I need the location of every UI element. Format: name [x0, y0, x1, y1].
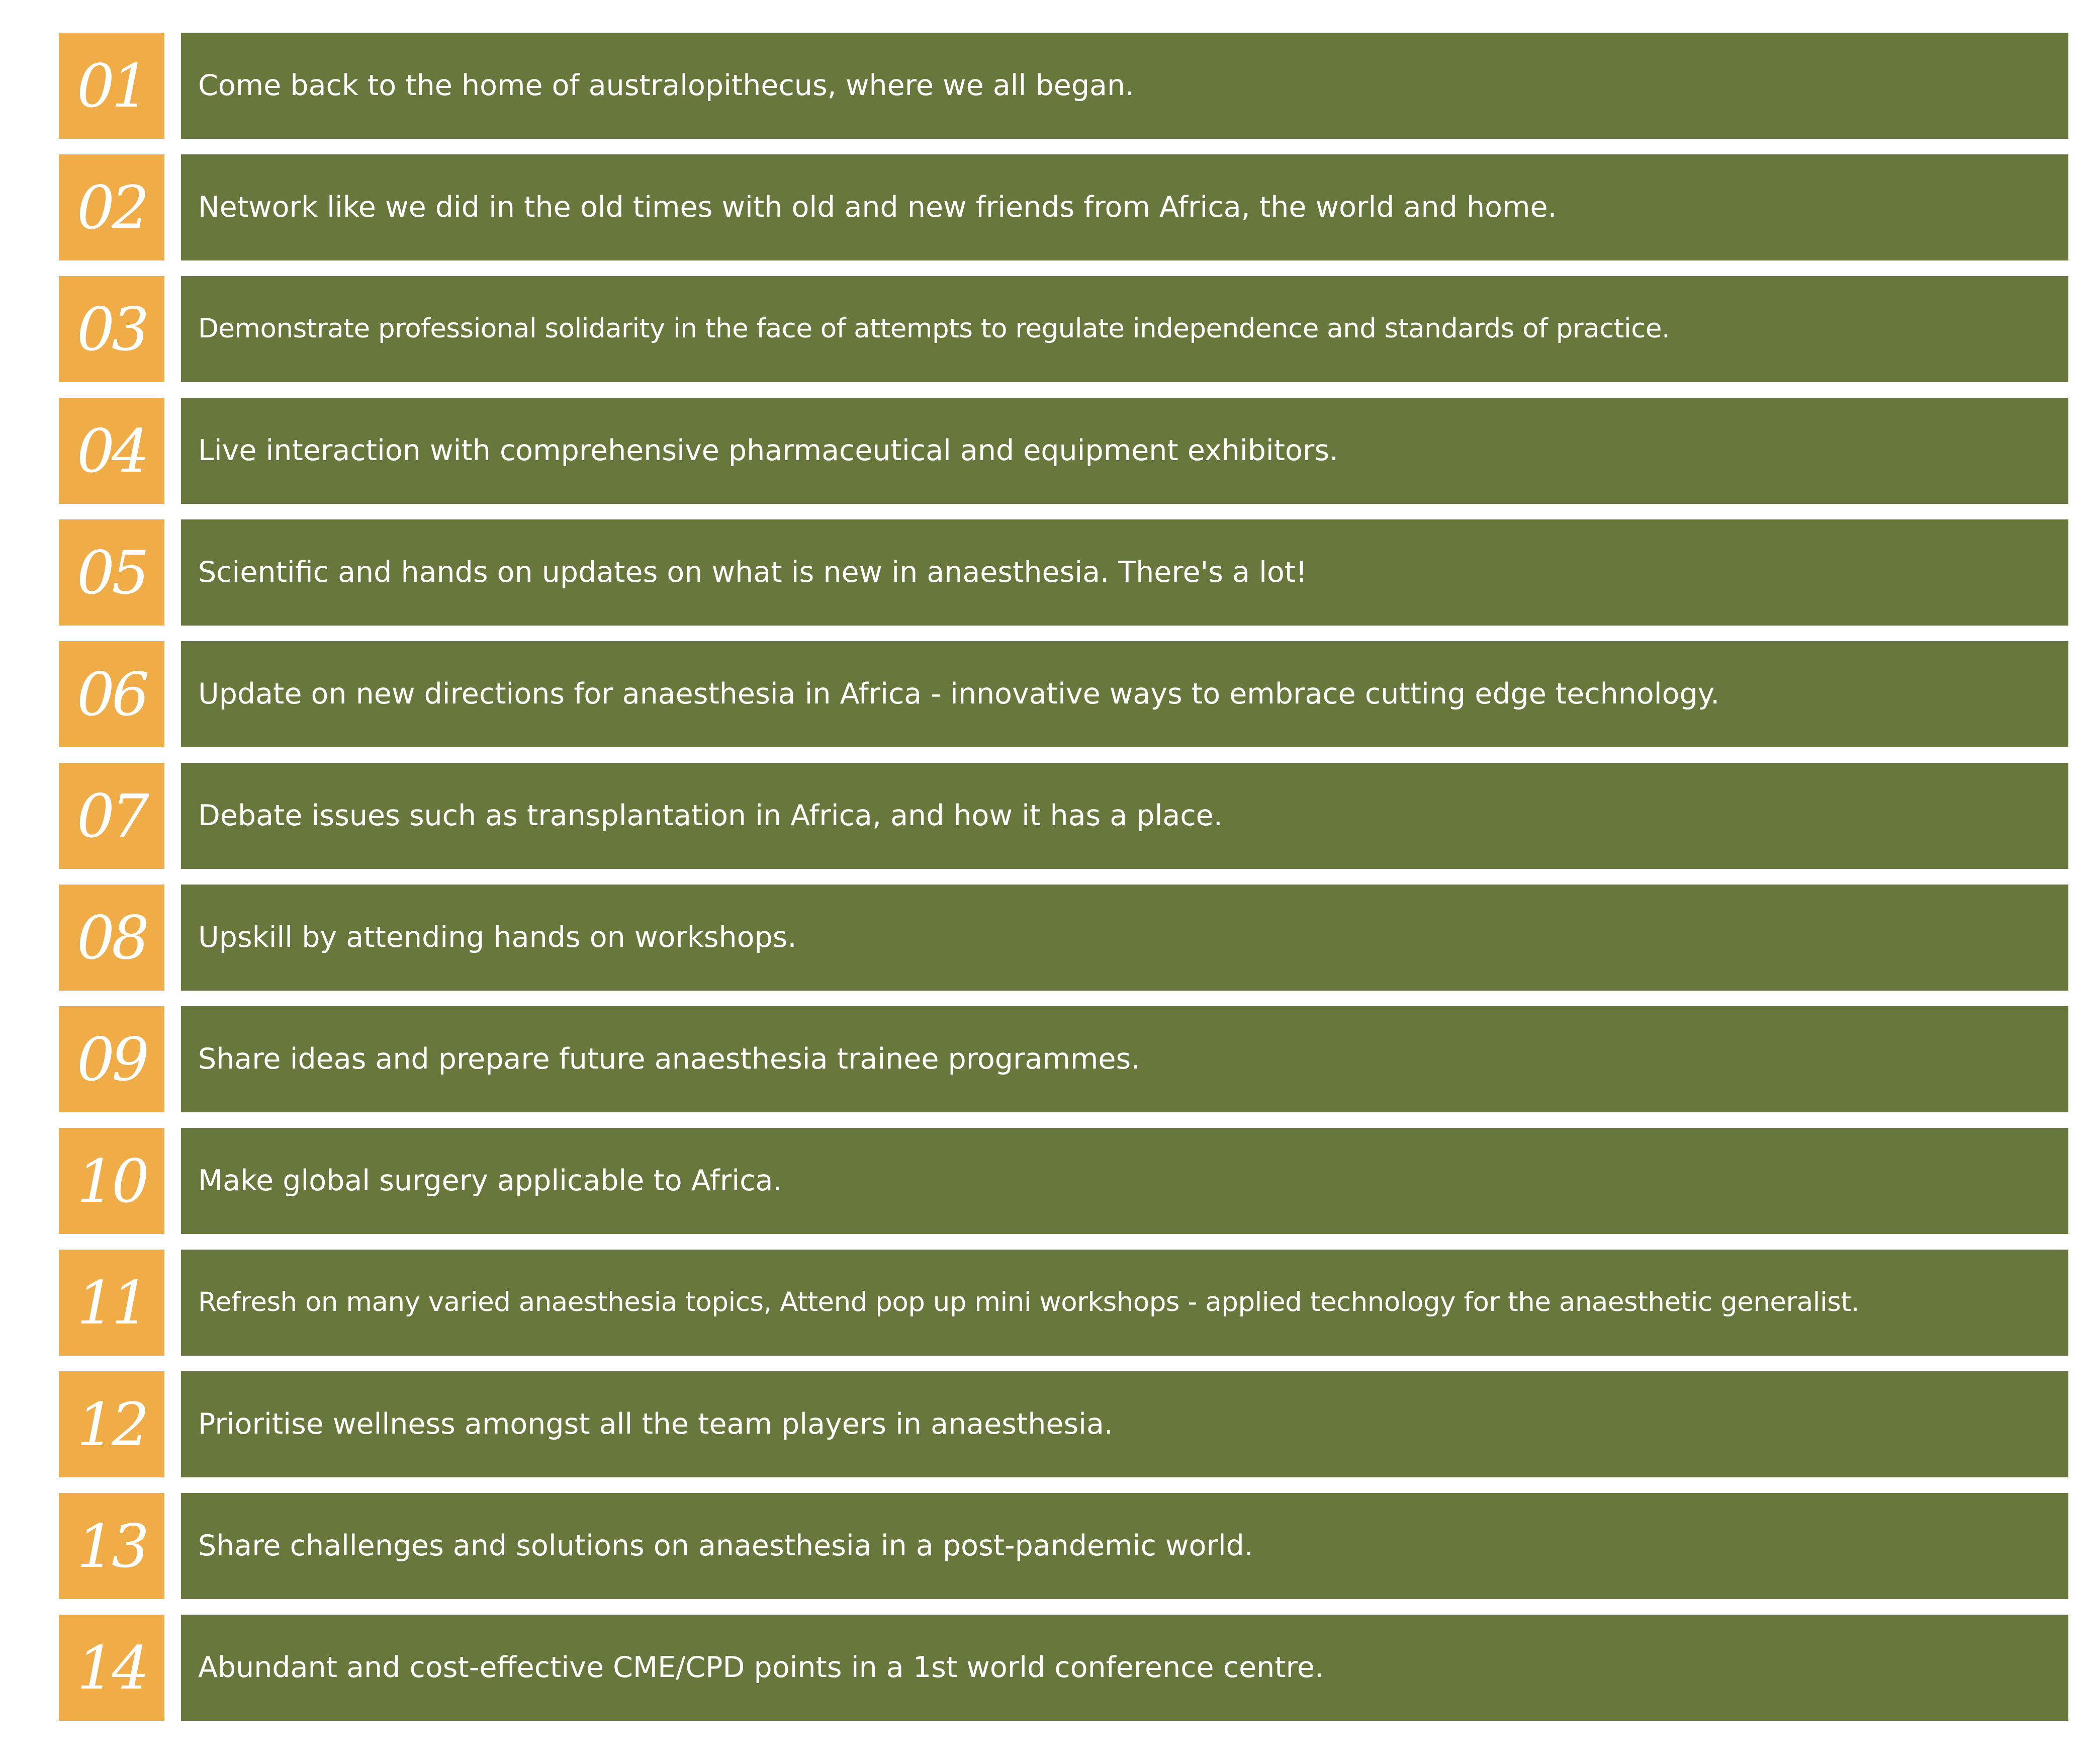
list-item: [0, 1128, 2095, 1234]
item-bar: [181, 763, 2068, 869]
list-item: [0, 398, 2095, 504]
item-number: 12: [76, 1389, 147, 1459]
item-text: Prioritise wellness amongst all the team players in anaesthesia.: [198, 1407, 1114, 1441]
item-text: Come back to the home of australopithecus, where we all began.: [198, 69, 1135, 103]
item-number: 14: [76, 1633, 147, 1703]
item-bar: [181, 276, 2068, 382]
list-item: [0, 763, 2095, 869]
item-number: 07: [76, 781, 147, 851]
item-number-badge: [59, 33, 164, 139]
item-number: 13: [76, 1511, 147, 1581]
item-number: 10: [76, 1146, 147, 1216]
list-item: [0, 1006, 2095, 1112]
list-item: [0, 641, 2095, 747]
item-number: 11: [76, 1268, 147, 1338]
item-text: Abundant and cost-effective CME/CPD points in a 1st world conference centre.: [198, 1651, 1324, 1685]
item-number: 06: [76, 659, 147, 729]
item-number-badge: [59, 154, 164, 260]
item-number-badge: [59, 1371, 164, 1477]
item-number: 08: [76, 903, 147, 973]
list-item: [0, 1493, 2095, 1599]
item-text: Network like we did in the old times with old and new friends from Africa, the world and home.: [198, 191, 1557, 224]
list-item: [0, 1250, 2095, 1356]
item-bar: [181, 1128, 2068, 1234]
item-text: Update on new directions for anaesthesia in Africa - innovative ways to embrace cutting edge technology.: [198, 677, 1720, 711]
item-bar: [181, 885, 2068, 991]
item-bar: [181, 154, 2068, 260]
item-text: Scientific and hands on updates on what is new in anaesthesia. There's a lot!: [198, 556, 1308, 589]
item-bar: [181, 1371, 2068, 1477]
item-text: Live interaction with comprehensive pharmaceutical and equipment exhibitors.: [198, 434, 1339, 468]
item-bar: [181, 519, 2068, 626]
item-number: 01: [76, 51, 147, 121]
item-bar: [181, 1493, 2068, 1599]
item-text: Refresh on many varied anaesthesia topics, Attend pop up mini workshops - applied technology for the anaesthetic generalist.: [198, 1287, 1859, 1318]
item-number: 02: [76, 172, 147, 242]
list-item: [0, 1371, 2095, 1477]
list-item: [0, 154, 2095, 260]
item-text: Demonstrate professional solidarity in the face of attempts to regulate independence and standards of practice.: [198, 313, 1670, 344]
item-number-badge: [59, 1615, 164, 1721]
item-bar: [181, 641, 2068, 747]
list-item: [0, 885, 2095, 991]
item-bar: [181, 398, 2068, 504]
item-number-badge: [59, 641, 164, 747]
item-bar: [181, 1250, 2068, 1356]
item-number-badge: [59, 519, 164, 626]
list-item: [0, 276, 2095, 382]
item-number: 04: [76, 416, 147, 486]
item-bar: [181, 1615, 2068, 1721]
item-number-badge: [59, 885, 164, 991]
item-number-badge: [59, 1250, 164, 1356]
item-number-badge: [59, 763, 164, 869]
item-number-badge: [59, 1493, 164, 1599]
item-number-badge: [59, 1006, 164, 1112]
item-text: Debate issues such as transplantation in Africa, and how it has a place.: [198, 799, 1223, 833]
list-item: [0, 519, 2095, 626]
item-text: Upskill by attending hands on workshops.: [198, 921, 797, 954]
item-text: Share challenges and solutions on anaesthesia in a post-pandemic world.: [198, 1529, 1253, 1563]
item-bar: [181, 1006, 2068, 1112]
item-number-badge: [59, 1128, 164, 1234]
item-bar: [181, 33, 2068, 139]
list-item: [0, 33, 2095, 139]
item-number: 05: [76, 538, 147, 607]
list-item: [0, 1615, 2095, 1721]
item-number-badge: [59, 276, 164, 382]
item-number: 03: [76, 294, 147, 364]
item-text: Make global surgery applicable to Africa.: [198, 1164, 782, 1198]
item-number: 09: [76, 1024, 147, 1094]
item-number-badge: [59, 398, 164, 504]
item-text: Share ideas and prepare future anaesthesia trainee programmes.: [198, 1042, 1140, 1076]
